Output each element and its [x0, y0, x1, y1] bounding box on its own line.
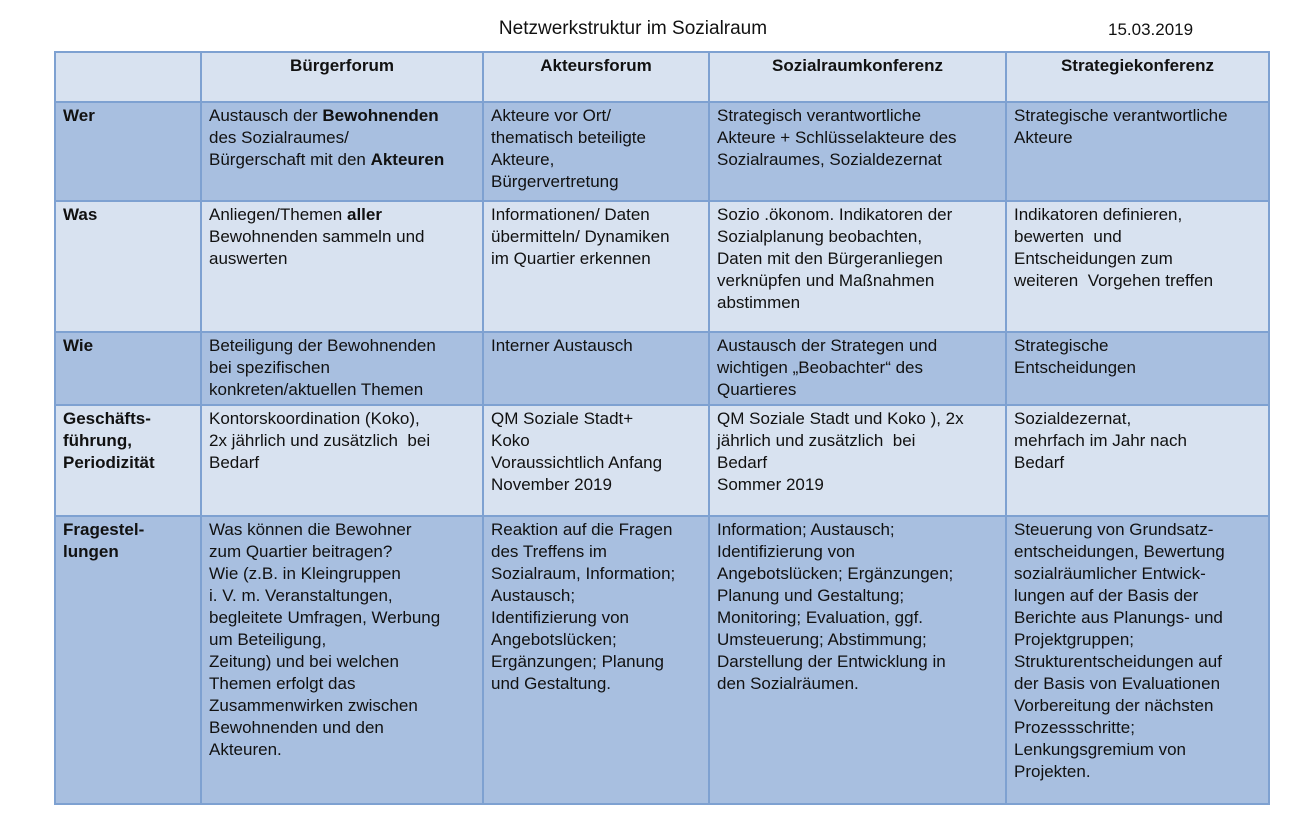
cell-line: Information; Austausch;	[717, 520, 895, 539]
cell-line: Identifizierung von	[717, 542, 855, 561]
cell-line: Bedarf	[209, 453, 260, 472]
cell-text-bold: Akteuren	[370, 150, 445, 169]
cell-line: Planung und Gestaltung;	[717, 586, 905, 605]
cell-line: Strategische verantwortliche	[1014, 106, 1228, 125]
cell-line: Prozessschritte;	[1014, 718, 1135, 737]
cell-line: Austausch der Strategen und	[717, 336, 938, 355]
cell-line: Indikatoren definieren,	[1014, 205, 1183, 224]
cell-line: den Sozialräumen.	[717, 674, 859, 693]
document-date: 15.03.2019	[1108, 20, 1194, 39]
cell-line: Entscheidungen zum	[1014, 249, 1173, 268]
header-cell-sozialraumkonferenz: Sozialraumkonferenz	[709, 52, 1006, 102]
cell-fragestellungen-sozialraumkonferenz	[709, 516, 1006, 804]
cell-line: Strategische	[1014, 336, 1109, 355]
cell-line: Reaktion auf die Fragen	[491, 520, 673, 539]
cell-line: auswerten	[209, 249, 288, 268]
cell-line: Zusammenwirken zwischen	[209, 696, 418, 715]
cell-text-bold: Bewohnenden	[322, 106, 439, 125]
cell-line: sozialräumlicher Entwick-	[1014, 564, 1206, 583]
cell-line: Interner Austausch	[491, 336, 633, 355]
cell-line: Monitoring; Evaluation, ggf.	[717, 608, 924, 627]
row-label-was	[55, 201, 201, 332]
document-title: Netzwerkstruktur im Sozialraum	[498, 18, 768, 39]
table-row-was	[55, 201, 1269, 332]
cell-line: Kontorskoordination (Koko),	[209, 409, 420, 428]
cell-line: Lenkungsgremium von	[1014, 740, 1186, 759]
cell-line: mehrfach im Jahr nach	[1014, 431, 1187, 450]
cell-line: Identifizierung von	[491, 608, 629, 627]
cell-line: Akteure vor Ort/	[491, 106, 611, 125]
cell-line: November 2019	[491, 475, 612, 494]
cell-line: Strategisch verantwortliche	[717, 106, 922, 125]
cell-line: Strukturentscheidungen auf	[1014, 652, 1222, 671]
table-header-row	[55, 52, 1269, 102]
cell-line: Beteiligung der Bewohnenden	[209, 336, 436, 355]
cell-wer-strategiekonferenz	[1006, 102, 1269, 201]
cell-line: wichtigen „Beobachter“ des	[717, 358, 924, 377]
cell-fragestellungen-strategiekonferenz	[1006, 516, 1269, 804]
row-label-line: Was	[63, 205, 98, 224]
cell-line: Voraussichtlich Anfang	[491, 453, 663, 472]
row-label-geschaeftsfuehrung	[55, 405, 201, 516]
cell-line: verknüpfen und Maßnahmen	[717, 271, 935, 290]
cell-line: und Gestaltung.	[491, 674, 612, 693]
cell-line: Akteure + Schlüsselakteure des	[717, 128, 957, 147]
cell-line: Bedarf	[717, 453, 768, 472]
cell-line: Bedarf	[1014, 453, 1065, 472]
cell-line: Akteuren.	[209, 740, 282, 759]
cell-line: begleitete Umfragen, Werbung	[209, 608, 441, 627]
table-row-geschaeftsfuehrung	[55, 405, 1269, 516]
header-cell-strategiekonferenz: Strategiekonferenz	[1006, 52, 1269, 102]
table-row-wer	[55, 102, 1269, 201]
cell-wie-buergerforum	[201, 332, 483, 405]
cell-line: Sommer 2019	[717, 475, 824, 494]
cell-line: Bürgervertretung	[491, 172, 619, 191]
row-label-line: Geschäfts-	[63, 409, 151, 428]
cell-line: Bewohnenden sammeln und	[209, 227, 425, 246]
cell-line: Ergänzungen; Planung	[491, 652, 664, 671]
cell-text-bold: aller	[346, 205, 382, 224]
cell-geschaeftsfuehrung-buergerforum	[201, 405, 483, 516]
cell-line: im Quartier erkennen	[491, 249, 651, 268]
row-label-line: Wie	[63, 336, 94, 355]
cell-line: bei spezifischen	[209, 358, 330, 377]
cell-line: Berichte aus Planungs- und	[1014, 608, 1223, 627]
cell-text: Bürgerschaft mit den	[209, 150, 371, 169]
cell-line: lungen auf der Basis der	[1014, 586, 1199, 605]
cell-line: Sozialdezernat,	[1014, 409, 1132, 428]
row-label-line: Periodizität	[63, 453, 155, 472]
cell-line: konkreten/aktuellen Themen	[209, 380, 424, 399]
cell-line: Akteure	[1014, 128, 1073, 147]
header-cell-akteursforum: Akteursforum	[483, 52, 709, 102]
table-row-fragestellungen	[55, 516, 1269, 804]
cell-line: i. V. m. Veranstaltungen,	[209, 586, 393, 605]
cell-line: abstimmen	[717, 293, 801, 312]
cell-was-sozialraumkonferenz	[709, 201, 1006, 332]
cell-wie-strategiekonferenz	[1006, 332, 1269, 405]
cell-line	[209, 105, 475, 127]
cell-wie-akteursforum	[483, 332, 709, 405]
cell-line	[209, 149, 475, 171]
cell-line	[209, 204, 475, 226]
cell-was-akteursforum	[483, 201, 709, 332]
cell-text: Austausch der	[209, 106, 323, 125]
cell-line: Angebotslücken;	[491, 630, 617, 649]
cell-line: Akteure,	[491, 150, 555, 169]
cell-geschaeftsfuehrung-strategiekonferenz	[1006, 405, 1269, 516]
cell-line: Koko	[491, 431, 530, 450]
cell-was-strategiekonferenz	[1006, 201, 1269, 332]
cell-line: um Beteiligung,	[209, 630, 327, 649]
row-label-line: führung,	[63, 431, 132, 450]
cell-line: jährlich und zusätzlich bei	[717, 431, 916, 450]
cell-line: 2x jährlich und zusätzlich bei	[209, 431, 431, 450]
network-structure-table	[54, 51, 1270, 805]
cell-fragestellungen-akteursforum	[483, 516, 709, 804]
cell-line: Vorbereitung der nächsten	[1014, 696, 1214, 715]
table-row-wie	[55, 332, 1269, 405]
cell-line: QM Soziale Stadt und Koko ), 2x	[717, 409, 964, 428]
cell-wer-akteursforum	[483, 102, 709, 201]
row-label-line: Wer	[63, 106, 95, 125]
cell-wer-sozialraumkonferenz	[709, 102, 1006, 201]
row-label-line: Fragestel-	[63, 520, 145, 539]
cell-geschaeftsfuehrung-sozialraumkonferenz	[709, 405, 1006, 516]
cell-line: Wie (z.B. in Kleingruppen	[209, 564, 401, 583]
cell-line: Darstellung der Entwicklung in	[717, 652, 946, 671]
cell-wer-buergerforum	[201, 102, 483, 201]
cell-line: Was können die Bewohner	[209, 520, 412, 539]
cell-line: Entscheidungen	[1014, 358, 1136, 377]
cell-line: Angebotslücken; Ergänzungen;	[717, 564, 954, 583]
cell-line: übermitteln/ Dynamiken	[491, 227, 670, 246]
cell-line: Sozialraumes, Sozialdezernat	[717, 150, 942, 169]
cell-fragestellungen-buergerforum	[201, 516, 483, 804]
cell-line: des Sozialraumes/	[209, 128, 349, 147]
header-cell-empty	[55, 52, 201, 102]
cell-line: entscheidungen, Bewertung	[1014, 542, 1225, 561]
cell-line: Bewohnenden und den	[209, 718, 384, 737]
cell-line: zum Quartier beitragen?	[209, 542, 393, 561]
cell-was-buergerforum	[201, 201, 483, 332]
cell-line: Zeitung) und bei welchen	[209, 652, 399, 671]
cell-line: Quartieres	[717, 380, 797, 399]
cell-line: Projektgruppen;	[1014, 630, 1135, 649]
cell-line: Projekten.	[1014, 762, 1091, 781]
cell-line: thematisch beteiligte	[491, 128, 646, 147]
cell-line: Sozio .ökonom. Indikatoren der	[717, 205, 953, 224]
cell-line: bewerten und	[1014, 227, 1122, 246]
cell-geschaeftsfuehrung-akteursforum	[483, 405, 709, 516]
cell-text: Anliegen/Themen	[209, 205, 347, 224]
header-cell-buergerforum: Bürgerforum	[201, 52, 483, 102]
cell-line: Informationen/ Daten	[491, 205, 650, 224]
cell-line: des Treffens im	[491, 542, 607, 561]
cell-line: QM Soziale Stadt+	[491, 409, 634, 428]
cell-line: weiteren Vorgehen treffen	[1014, 271, 1214, 290]
cell-line: Sozialraum, Information;	[491, 564, 676, 583]
cell-line: Austausch;	[491, 586, 576, 605]
cell-line: Daten mit den Bürgeranliegen	[717, 249, 943, 268]
cell-line: Steuerung von Grundsatz-	[1014, 520, 1214, 539]
cell-line: Sozialplanung beobachten,	[717, 227, 923, 246]
cell-line: Umsteuerung; Abstimmung;	[717, 630, 927, 649]
row-label-wer	[55, 102, 201, 201]
cell-wie-sozialraumkonferenz	[709, 332, 1006, 405]
row-label-line: lungen	[63, 542, 119, 561]
cell-line: Themen erfolgt das	[209, 674, 356, 693]
row-label-fragestellungen	[55, 516, 201, 804]
cell-line: der Basis von Evaluationen	[1014, 674, 1221, 693]
row-label-wie	[55, 332, 201, 405]
